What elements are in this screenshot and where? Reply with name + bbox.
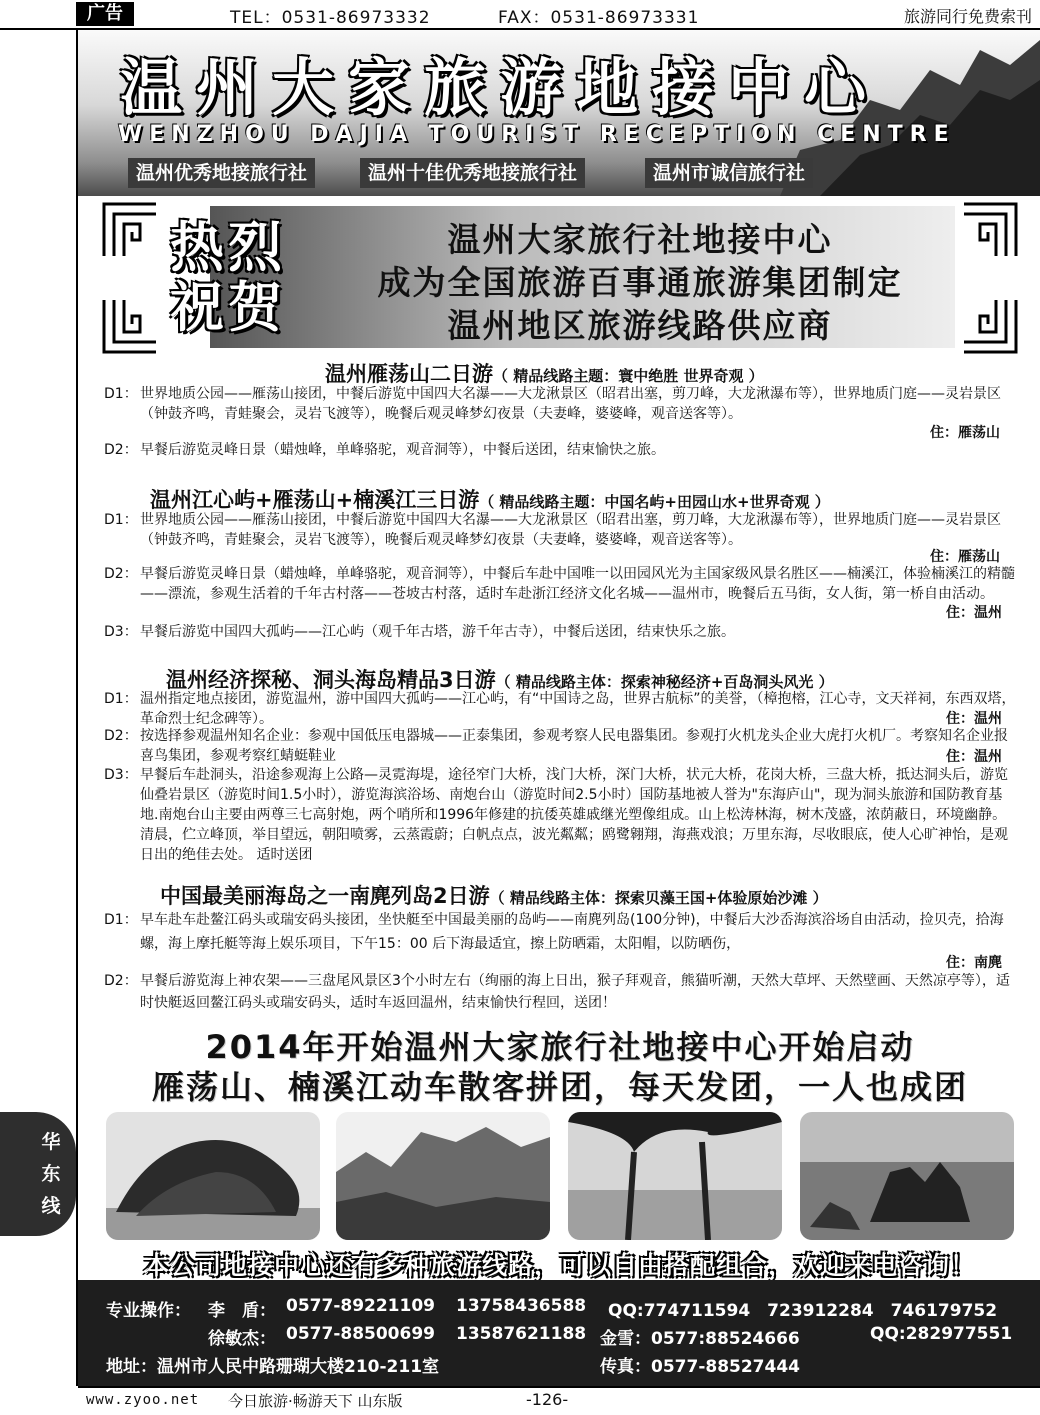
header-slogan: 旅游同行免费索刊 [903, 7, 1032, 26]
footer-website: www.zyoo.net [86, 1392, 200, 1408]
contact-fax: 传真：0577-88527444 [600, 1357, 800, 1377]
day-label: D1： [104, 386, 138, 402]
tour-theme: （ 精品线路主题：寰中绝胜 世界奇观 ） [493, 367, 764, 385]
tour-name: 中国最美丽海岛之一南麂列岛2日游 [160, 884, 490, 908]
day-label: D2： [104, 566, 138, 582]
palm-beach-photo [568, 1112, 782, 1240]
contact-name: 徐敏杰： [208, 1329, 276, 1349]
tour-theme: （ 精品线路主体：探索神秘经济+百岛洞头风光 ） [495, 673, 834, 691]
tour-day [104, 726, 1016, 766]
day-label: D1： [104, 691, 138, 707]
stay-note: 住：雁荡山 [930, 425, 1000, 441]
tour-day [104, 384, 1016, 424]
ad-tag: 广告 [76, 2, 134, 26]
contact-panel [78, 1280, 1040, 1386]
tour-name: 温州经济探秘、洞头海岛精品3日游 [166, 668, 496, 692]
stay-note: 住：温州 [946, 749, 1002, 765]
tree-island-photo [106, 1112, 320, 1240]
day-text: 按选择参观温州知名企业：参观中国低压电器城——正泰集团，参观考察人民电器集团。参观打火机龙头企业大虎打火机厂。考察知名企业报喜鸟集团，参观考察红蜻蜓鞋业 [140, 728, 1008, 764]
tour-day [104, 622, 1016, 642]
day-label: D1： [104, 512, 138, 528]
banner-subtitle: WENZHOU DAJIA TOURIST RECEPTION CENTRE [118, 122, 956, 147]
day-text: 早餐后游览灵峰日景（蜡烛峰，单峰骆驼，观音洞等），中餐后车赴中国唯一以田园风光为主国家级风景名胜区——楠溪江，体验楠溪江的精髓——漂流，参观生活着的千年古村落——苍坡古村落，适时车赴浙江经济文化名城——温州市，晚餐后五马街，女人街，第一桥自由活动。 [140, 566, 1015, 602]
contact-mobile: 13758436588 [456, 1296, 587, 1316]
header-tel: TEL：0531-86973332 [230, 8, 431, 28]
day-text: 早车赴车赴鳌江码头或瑞安码头接团，坐快艇至中国最美丽的岛屿——南麂列岛(100分钟)，中餐后大沙岙海滨浴场自由活动，捡贝壳，拾海螺，海上摩托艇等海上娱乐项目，下午15：00 后下海最适宜，擦上防晒霜，太阳帽，以防晒伤， [140, 912, 1004, 952]
header-fax: FAX：0531-86973331 [498, 8, 700, 28]
honor-badge: 温州十佳优秀地接旅行社 [360, 158, 585, 188]
contact-phone: 0577-89221109 [286, 1296, 435, 1316]
contact-phone: 0577-88500699 [286, 1324, 435, 1344]
congrats-line: 温州大家旅行社地接中心 [447, 220, 833, 259]
contact-address: 地址：温州市人民中路珊瑚大楼210-211室 [106, 1357, 440, 1377]
corner-ornament-icon [100, 200, 160, 260]
day-label: D2： [104, 973, 138, 989]
promo-line: 2014年开始温州大家旅行社地接中心开始启动 [205, 1028, 915, 1066]
tour-name: 温州雁荡山二日游 [325, 362, 493, 386]
region-char: 华 [41, 1131, 61, 1153]
sea-rocks-photo [800, 1112, 1014, 1240]
tour-day [104, 970, 1016, 1014]
day-label: D2： [104, 728, 138, 744]
tour-theme: （ 精品线路主题：中国名屿+田园山水+世界奇观 ） [479, 493, 830, 511]
footer-brand: 今日旅游·畅游天下 山东版 [228, 1392, 403, 1410]
stay-note: 住：温州 [946, 605, 1002, 621]
tour-day [104, 510, 1016, 550]
day-label: D3： [104, 624, 138, 640]
region-side-tab-label [36, 1126, 66, 1222]
tour-day [104, 689, 1016, 729]
day-text: 早餐后车赴洞头，沿途参观海上公路—灵霓海堤，途径窄门大桥，浅门大桥，深门大桥，状元大桥，花岗大桥，三盘大桥，抵达洞头后，游览仙叠岩景区（游览时间1.5小时），游览海滨浴场、南炮台山（游览时间2.5小时）国防基地被人誉为"东海庐山"，现为洞头旅游和国防教育基地.南炮台山主要由两尊三七高射炮，两个哨所和1996年修建的抗倭英雄戚继光塑像组成。山上松涛林海，树木茂盛，浓荫蔽日，环境幽静。清晨，伫立峰顶，举目望远，朝阳喷雾，云蒸霞蔚；白帆点点，波光粼粼；鸥鹭翱翔，海燕戏浪；万里东海，尽收眼底，使人心旷神怡，是观日出的绝佳去处。 适时送团 [140, 767, 1008, 863]
tour-title [160, 880, 828, 910]
contact-extra: 金雪：0577:88524666 [600, 1329, 800, 1349]
mountain-photo [336, 1112, 550, 1240]
day-text: 早餐后游览海上神农架——三盘尾风景区3个小时左右（绚丽的海上日出，猴子拜观音，熊猫听潮，天然大草坪、天然壁画、天然凉亭等），适时快艇返回鳌江码头或瑞安码头，适时车返回温州，结束愉快行程回，送团！ [140, 973, 1010, 1011]
congrats-tag-line: 热烈 [170, 216, 286, 279]
day-label: D1： [104, 912, 138, 928]
stay-note: 住：雁荡山 [930, 549, 1000, 565]
day-text: 世界地质公园——雁荡山接团，中餐后游览中国四大名瀑——大龙湫景区（昭君出塞，剪刀峰，大龙湫瀑布等），世界地质门庭——灵岩景区（钟鼓齐鸣，青蛙聚会，灵岩飞渡等），晚餐后观灵峰梦幻夜景（夫妻峰，婆婆峰，观音送客等）。 [140, 512, 1001, 548]
stay-note: 住：南麂 [946, 955, 1002, 971]
contact-name: 李 盾： [208, 1301, 276, 1321]
region-char: 东 [41, 1163, 61, 1185]
tour-day [104, 908, 1016, 952]
bottom-slogan: 本公司地接中心还有多种旅游线路，可以自由搭配组合，欢迎来电咨询！ [143, 1251, 976, 1280]
congrats-line: 成为全国旅游百事通旅游集团制定 [377, 263, 903, 302]
day-text: 世界地质公园——雁荡山接团，中餐后游览中国四大名瀑——大龙湫景区（昭君出塞，剪刀峰，大龙湫瀑布等），世界地质门庭——灵岩景区（钟鼓齐鸣，青蛙聚会，灵岩飞渡等），晚餐后观灵峰梦幻夜景（夫妻峰，婆婆峰，观音送客等）。 [140, 386, 1001, 422]
contact-qq: QQ:774711594 723912284 746179752 [608, 1301, 998, 1321]
contact-mobile: 13587621188 [456, 1324, 587, 1344]
honor-badge: 温州优秀地接旅行社 [128, 158, 315, 188]
congrats-tag-line: 祝贺 [170, 276, 286, 339]
day-text: 温州指定地点接团，游览温州，游中国四大孤屿——江心屿，有“中国诗之岛，世界古航标”的美誉，（樟抱榕，江心寺，文天祥祠，东西双塔，革命烈士纪念碑等）。 [140, 691, 1016, 727]
tour-day [104, 440, 1016, 460]
operator-label: 专业操作： [106, 1301, 191, 1321]
day-text: 早餐后游览中国四大孤屿——江心屿（观千年古塔，游千年古寺），中餐后送团，结束快乐之旅。 [140, 624, 735, 640]
tour-day [104, 564, 1016, 624]
congrats-line: 温州地区旅游线路供应商 [447, 306, 833, 345]
tour-theme: （ 精品线路主体：探索贝藻王国+体验原始沙滩 ） [489, 889, 828, 907]
promo-line: 雁荡山、楠溪江动车散客拼团，每天发团，一人也成团 [151, 1068, 968, 1106]
congrats-tag [170, 218, 286, 338]
contact-qq: QQ:282977551 [870, 1324, 1013, 1344]
day-label: D2： [104, 442, 138, 458]
banner-title: 温州大家旅游地接中心 [120, 51, 881, 124]
tour-name: 温州江心屿+雁荡山+楠溪江三日游 [150, 488, 480, 512]
left-border [76, 28, 78, 1386]
day-text: 早餐后游览灵峰日景（蜡烛峰，单峰骆驼，观音洞等），中餐后送团，结束愉快之旅。 [140, 442, 665, 458]
stay-note: 住：温州 [946, 711, 1002, 727]
region-char: 线 [41, 1195, 61, 1217]
corner-ornament-icon [100, 296, 160, 356]
honor-badge: 温州市诚信旅行社 [645, 158, 813, 188]
day-label: D3： [104, 767, 138, 783]
tour-day [104, 765, 1016, 865]
page-number: -126- [526, 1390, 569, 1409]
